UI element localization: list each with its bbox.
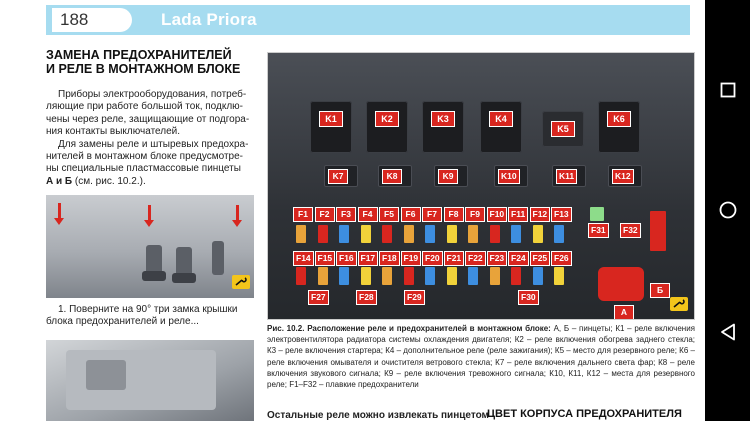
relay-label: K5 <box>551 121 575 137</box>
section-title-line-1: ЗАМЕНА ПРЕДОХРАНИТЕЛЕЙ <box>46 48 232 62</box>
fuse-label-f4: F4 <box>358 207 378 222</box>
fuse-label-f14: F14 <box>293 251 314 266</box>
fuse-f6 <box>404 225 414 243</box>
fuse-label-f7: F7 <box>422 207 442 222</box>
section-title-line-2: И РЕЛЕ В МОНТАЖНОМ БЛОКЕ <box>46 62 241 76</box>
fuse-f24 <box>511 267 521 285</box>
fusebox-cover-photo <box>46 340 254 421</box>
slot-label: K11 <box>556 169 577 184</box>
relay-k4 <box>480 101 522 153</box>
para-1-line-3: чены через реле, защищающие от подгора- <box>46 113 250 125</box>
page-header <box>46 5 690 35</box>
figure-caption <box>267 323 695 390</box>
step-1-line-2: блока предохранителей и реле... <box>46 316 199 327</box>
tweezer-b-body <box>650 211 666 251</box>
fuse-label-f22: F22 <box>465 251 486 266</box>
relay-label: K2 <box>375 111 399 127</box>
fuse-label-f20: F20 <box>422 251 443 266</box>
fuse-label-f1: F1 <box>293 207 313 222</box>
tweezer-label-b: Б <box>650 283 670 298</box>
cover-detail <box>86 360 126 390</box>
fuse-label-f12: F12 <box>530 207 551 222</box>
relay-label: K1 <box>319 111 343 127</box>
fuse-label-f23: F23 <box>487 251 508 266</box>
tweezer-a-body <box>598 267 644 301</box>
para-1-line-1: Приборы электрооборудования, потреб- <box>58 89 247 100</box>
fusebox-photo <box>267 52 695 320</box>
fuse-f31-body <box>590 207 604 221</box>
fuse-f12 <box>533 225 543 243</box>
para-1-line-2: ляющие при работе большой ток, подклю- <box>46 101 244 113</box>
arrow-lock-1 <box>58 203 61 219</box>
fuse-f18 <box>382 267 392 285</box>
figure-caption-text: А, Б – пинцеты; К1 – реле включения электровентилятора радиатора системы охлаждения двигателя; К2 – реле включения обогрева заднего стекла; К3 – реле включения стартера; К4 – дополнительное реле (реле зажигания); К5 – место для резервного реле; К6 – реле включения омывателя и очистителя ветрового стекла; К7 – реле включения дальнего света фар; К8 – реле включения звукового сигнала; К9 – реле включения тревожного сигнала; К10, К11, К12 – места для резервного реле; F1–F32 – плавкие предохранители <box>267 324 695 390</box>
back-icon[interactable] <box>718 322 738 342</box>
fuse-label-f10: F10 <box>487 207 508 222</box>
relay-label: K3 <box>431 111 455 127</box>
step-1-line-1: 1. Поверните на 90° три замка крышки <box>58 304 238 315</box>
fuse-f4 <box>361 225 371 243</box>
pedal-brake-pad <box>172 273 196 283</box>
para-2-line-3: ны специальные пластмассовые пинцеты <box>46 163 241 175</box>
left-column <box>46 48 260 188</box>
android-nav-bar <box>705 0 750 421</box>
fuse-label-f27: F27 <box>308 290 329 305</box>
relay-k5 <box>542 111 584 147</box>
fuse-f14 <box>296 267 306 285</box>
relay-label: K6 <box>607 111 631 127</box>
fuse-label-f5: F5 <box>379 207 399 222</box>
fuse-f3 <box>339 225 349 243</box>
fuse-label-f26: F26 <box>551 251 572 266</box>
fuse-f19 <box>404 267 414 285</box>
fuse-label-f2: F2 <box>315 207 335 222</box>
tweezer-label-a: А <box>614 305 634 320</box>
slot-label: K10 <box>498 169 520 184</box>
pedal-clutch-pad <box>142 271 166 281</box>
fuse-label-f28: F28 <box>356 290 377 305</box>
fuse-f21 <box>447 267 457 285</box>
relay-k1 <box>310 101 352 153</box>
fuse-f22 <box>468 267 478 285</box>
fuse-f2 <box>318 225 328 243</box>
fuse-label-f25: F25 <box>530 251 551 266</box>
fuse-label-f18: F18 <box>379 251 400 266</box>
relay-label: K4 <box>489 111 513 127</box>
fuse-label-f32: F32 <box>620 223 641 238</box>
slot-label: K9 <box>438 169 458 184</box>
fuse-label-f19: F19 <box>401 251 422 266</box>
fuse-f11 <box>511 225 521 243</box>
fuse-label-f13: F13 <box>551 207 572 222</box>
para-2-line-4-tail: (см. рис. 10.2.). <box>72 175 146 187</box>
fuse-label-f21: F21 <box>444 251 465 266</box>
page-number: 188 <box>52 8 132 32</box>
fuse-label-f16: F16 <box>336 251 357 266</box>
fuse-f16 <box>339 267 349 285</box>
fuse-f25 <box>533 267 543 285</box>
next-section-title: ЦВЕТ КОРПУСА ПРЕДОХРАНИТЕЛЯ <box>487 408 682 420</box>
pedals-photo <box>46 195 254 298</box>
pedal-gas <box>212 241 224 275</box>
fuse-label-f17: F17 <box>358 251 379 266</box>
relay-k3 <box>422 101 464 153</box>
recents-icon[interactable] <box>718 80 738 100</box>
fuse-f9 <box>468 225 478 243</box>
fuse-f17 <box>361 267 371 285</box>
fuse-f7 <box>425 225 435 243</box>
fuse-label-f24: F24 <box>508 251 529 266</box>
fuse-label-f3: F3 <box>336 207 356 222</box>
fuse-label-f9: F9 <box>465 207 485 222</box>
fuse-label-f31: F31 <box>588 223 609 238</box>
fuse-f5 <box>382 225 392 243</box>
slot-label: K8 <box>382 169 402 184</box>
para-2-bold: А и Б <box>46 175 73 187</box>
fuse-f10 <box>490 225 500 243</box>
continuation-text: Остальные реле можно извлекать пинцетом <box>267 410 489 421</box>
figure-caption-title: Рис. 10.2. Расположение реле и предохранителей в монтажном блоке: <box>267 324 551 333</box>
fuse-label-f6: F6 <box>401 207 421 222</box>
fuse-label-f8: F8 <box>444 207 464 222</box>
fuse-f8 <box>447 225 457 243</box>
para-2-line-1: Для замены реле и штыревых предохра- <box>58 138 249 150</box>
fuse-f1 <box>296 225 306 243</box>
arrow-lock-2 <box>148 205 151 221</box>
para-2-line-2: нителей в монтажном блоке предусмотре- <box>46 151 243 163</box>
wrench-icon <box>670 297 688 311</box>
home-icon[interactable] <box>718 200 738 220</box>
fuse-label-f15: F15 <box>315 251 336 266</box>
fuse-f13 <box>554 225 564 243</box>
wrench-icon <box>232 275 250 289</box>
para-1-line-4: ния контакты выключателей. <box>46 126 181 138</box>
slot-label: K12 <box>612 169 634 184</box>
relay-k6 <box>598 101 640 153</box>
fuse-f15 <box>318 267 328 285</box>
arrow-lock-3 <box>236 205 239 221</box>
fuse-label-f11: F11 <box>508 207 528 222</box>
book-title: Lada Priora <box>161 10 257 29</box>
fuse-f26 <box>554 267 564 285</box>
fuse-label-f29: F29 <box>404 290 425 305</box>
fuse-f23 <box>490 267 500 285</box>
relay-k2 <box>366 101 408 153</box>
slot-label: K7 <box>328 169 348 184</box>
fuse-label-f30: F30 <box>518 290 539 305</box>
fuse-f20 <box>425 267 435 285</box>
para-2-line-4 <box>46 176 260 188</box>
